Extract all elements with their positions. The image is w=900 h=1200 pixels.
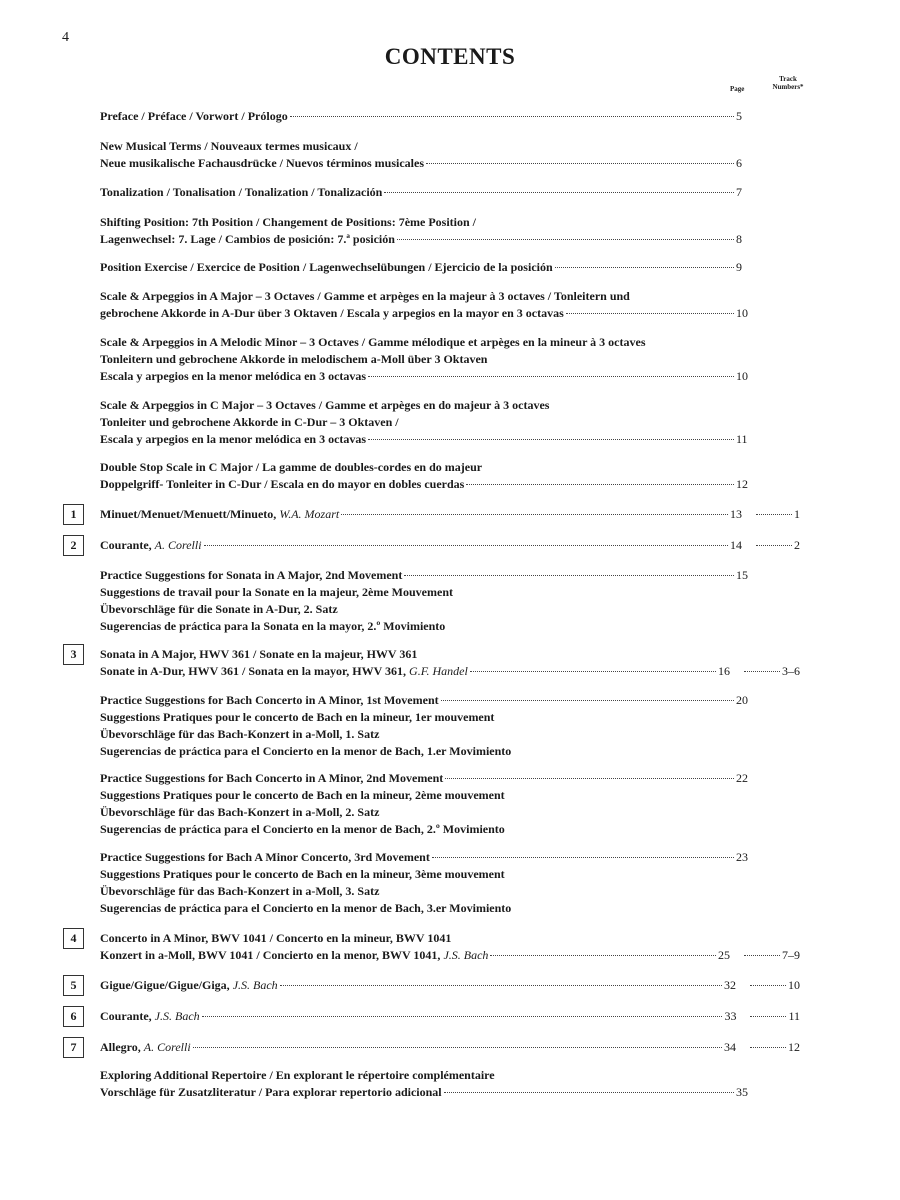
contents-entry xyxy=(100,397,800,448)
contents-entry xyxy=(100,692,800,760)
page-ref: 9 xyxy=(736,260,742,274)
entry-title: Übevorschläge für das Bach-Konzert in a-Moll, 3. Satz xyxy=(100,884,380,898)
entry-title: Sonata in A Major, HWV 361 / Sonate en la majeur, HWV 361 xyxy=(100,647,418,661)
entry-line xyxy=(100,692,800,709)
dot-leader xyxy=(756,545,792,546)
entry-title: Concerto in A Minor, BWV 1041 / Concerto en la mineur, BWV 1041 xyxy=(100,931,452,945)
entry-title: Practice Suggestions for Bach Concerto in A Minor, 2nd Movement xyxy=(100,771,444,785)
page-number: 4 xyxy=(62,30,69,45)
entry-line xyxy=(100,138,800,155)
composer-name: J.S. Bach xyxy=(443,948,489,962)
entry-title: Sugerencias de práctica para el Concierto en la menor de Bach, 3.er Movimiento xyxy=(100,901,512,915)
entry-line xyxy=(100,770,800,787)
dot-leader xyxy=(193,1047,722,1048)
entry-title: Allegro, A. Corelli xyxy=(100,1040,191,1054)
contents-entry xyxy=(100,459,800,493)
track-ref: 10 xyxy=(788,978,800,992)
page-ref: 6 xyxy=(736,156,742,170)
entry-line xyxy=(100,414,800,431)
entry-title: Scale & Arpeggios in C Major – 3 Octaves / Gamme et arpèges en do majeur à 3 octaves xyxy=(100,398,550,412)
entry-title: Suggestions Pratiques pour le concerto de Bach en la mineur, 2ème mouvement xyxy=(100,788,505,802)
entry-title: Vorschläge für Zusatzliteratur / Para explorar repertorio adicional xyxy=(100,1085,442,1099)
composer-name: A. Corelli xyxy=(143,1040,191,1054)
entry-title: Scale & Arpeggios in A Major – 3 Octaves / Gamme et arpèges en la majeur à 3 octaves / Tonleitern und xyxy=(100,289,630,303)
entry-title: Sugerencias de práctica para la Sonata en la mayor, 2.º Movimiento xyxy=(100,619,446,633)
contents-entry xyxy=(100,567,800,635)
contents-entry xyxy=(100,1008,800,1025)
entry-title: Practice Suggestions for Bach A Minor Concerto, 3rd Movement xyxy=(100,850,430,864)
entry-line xyxy=(100,351,800,368)
entry-line xyxy=(100,1039,800,1056)
track-ref: 2 xyxy=(794,538,800,552)
contents-entry xyxy=(100,259,800,276)
entry-line xyxy=(100,397,800,414)
page-ref: 12 xyxy=(736,477,748,491)
entry-line xyxy=(100,214,800,231)
page-ref: 8 xyxy=(736,232,742,246)
contents-entry xyxy=(100,506,800,523)
entry-line xyxy=(100,1084,800,1101)
page-ref: 7 xyxy=(736,185,742,199)
dot-leader xyxy=(555,267,734,268)
entry-title: Courante, A. Corelli xyxy=(100,538,202,552)
entry-title: Exploring Additional Repertoire / En explorant le répertoire complémentaire xyxy=(100,1068,495,1082)
track-box: 3 xyxy=(63,644,84,665)
dot-leader xyxy=(280,985,722,986)
page-ref: 25 xyxy=(718,948,730,962)
dot-leader xyxy=(397,239,734,240)
contents-entry xyxy=(100,288,800,322)
dot-leader xyxy=(466,484,734,485)
entry-title: Shifting Position: 7th Position / Changement de Positions: 7ème Position / xyxy=(100,215,477,229)
track-box: 1 xyxy=(63,504,84,525)
dot-leader xyxy=(432,857,734,858)
entry-title: Übevorschläge für das Bach-Konzert in a-Moll, 1. Satz xyxy=(100,727,380,741)
page-ref: 15 xyxy=(736,568,748,582)
dot-leader xyxy=(490,955,716,956)
entry-title: Scale & Arpeggios in A Melodic Minor – 3 Octaves / Gamme mélodique et arpèges en la mineur à 3 octaves xyxy=(100,335,646,349)
entry-line xyxy=(100,108,800,125)
dot-leader xyxy=(744,955,780,956)
entry-title: Practice Suggestions for Sonata in A Major, 2nd Movement xyxy=(100,568,403,582)
page-title: CONTENTS xyxy=(384,44,516,69)
page-ref: 22 xyxy=(736,771,748,785)
entry-title: Übevorschläge für die Sonate in A-Dur, 2. Satz xyxy=(100,602,338,616)
entry-title: Sonate in A-Dur, HWV 361 / Sonata en la mayor, HWV 361, G.F. Handel xyxy=(100,664,468,678)
contents-entry xyxy=(100,977,800,994)
entry-title: Sugerencias de práctica para el Concierto en la menor de Bach, 1.er Movimiento xyxy=(100,744,512,758)
entry-line xyxy=(100,646,800,663)
dot-leader xyxy=(750,1047,786,1048)
entry-title: gebrochene Akkorde in A-Dur über 3 Oktaven / Escala y arpegios en la mayor en 3 octavas xyxy=(100,306,564,320)
entry-line xyxy=(100,787,800,804)
entry-title: Konzert in a-Moll, BWV 1041 / Concierto en la menor, BWV 1041, J.S. Bach xyxy=(100,948,489,962)
dot-leader xyxy=(384,192,734,193)
page-column-header: Page xyxy=(730,85,745,93)
entry-line xyxy=(100,743,800,760)
entry-line xyxy=(100,900,800,917)
entry-line xyxy=(100,821,800,838)
entry-line xyxy=(100,1008,800,1025)
entry-line xyxy=(100,368,800,385)
entry-title: Tonleiter und gebrochene Akkorde in C-Dur – 3 Oktaven / xyxy=(100,415,399,429)
dot-leader xyxy=(341,514,728,515)
dot-leader xyxy=(444,1092,734,1093)
contents-entry xyxy=(100,334,800,385)
page-ref: 5 xyxy=(736,109,742,123)
dot-leader xyxy=(756,514,792,515)
entry-line xyxy=(100,726,800,743)
entry-line xyxy=(100,947,800,964)
composer-name: W.A. Mozart xyxy=(279,507,340,521)
entry-title: Minuet/Menuet/Menuett/Minueto, W.A. Mozart xyxy=(100,507,340,521)
entry-title: Tonleitern und gebrochene Akkorde in melodischem a-Moll über 3 Oktaven xyxy=(100,352,488,366)
entry-title: Doppelgriff- Tonleiter in C-Dur / Escala en do mayor en dobles cuerdas xyxy=(100,477,465,491)
track-column-header: Track Numbers* xyxy=(772,75,804,91)
entry-line xyxy=(100,849,800,866)
composer-name: J.S. Bach xyxy=(232,978,278,992)
track-ref: 12 xyxy=(788,1040,800,1054)
entry-line xyxy=(100,567,800,584)
dot-leader xyxy=(750,1016,786,1017)
dot-leader xyxy=(750,985,786,986)
dot-leader xyxy=(368,376,734,377)
entry-line xyxy=(100,431,800,448)
dot-leader xyxy=(470,671,716,672)
entry-line xyxy=(100,866,800,883)
entry-line xyxy=(100,709,800,726)
entry-line xyxy=(100,883,800,900)
composer-name: G.F. Handel xyxy=(409,664,468,678)
entry-line xyxy=(100,663,800,680)
track-ref: 11 xyxy=(788,1009,800,1023)
contents-entry xyxy=(100,138,800,172)
page-ref: 33 xyxy=(724,1009,737,1023)
track-ref: 7–9 xyxy=(782,948,800,962)
entry-line xyxy=(100,305,800,322)
contents-entry xyxy=(100,537,800,554)
entry-title: Escala y arpegios en la menor melódica en 3 octavas xyxy=(100,369,367,383)
entry-title: Practice Suggestions for Bach Concerto in A Minor, 1st Movement xyxy=(100,693,439,707)
entry-title: New Musical Terms / Nouveaux termes musicaux / xyxy=(100,139,358,153)
track-ref: 1 xyxy=(794,507,800,521)
entry-title: Suggestions Pratiques pour le concerto de Bach en la mineur, 1er mouvement xyxy=(100,710,495,724)
page-ref: 10 xyxy=(736,306,748,320)
entry-line xyxy=(100,476,800,493)
entry-title: Escala y arpegios en la menor melódica en 3 octavas xyxy=(100,432,367,446)
entry-line xyxy=(100,506,800,523)
page-ref: 16 xyxy=(718,664,730,678)
entry-title: Übevorschläge für das Bach-Konzert in a-Moll, 2. Satz xyxy=(100,805,380,819)
contents-entry xyxy=(100,1067,800,1101)
page-ref: 10 xyxy=(736,369,748,383)
entry-line xyxy=(100,334,800,351)
page-ref: 20 xyxy=(736,693,748,707)
entry-title: Lagenwechsel: 7. Lage / Cambios de posición: 7.ª posición xyxy=(100,232,395,246)
contents-entry xyxy=(100,184,800,201)
page-ref: 34 xyxy=(724,1040,736,1054)
entry-title: Preface / Préface / Vorwort / Prólogo xyxy=(100,109,288,123)
entry-title: Double Stop Scale in C Major / La gamme de doubles-cordes en do majeur xyxy=(100,460,483,474)
track-box: 6 xyxy=(63,1006,84,1027)
entry-line xyxy=(100,977,800,994)
entry-line xyxy=(100,288,800,305)
dot-leader xyxy=(744,671,780,672)
entry-line xyxy=(100,231,800,248)
contents-entry xyxy=(100,214,800,248)
page-ref: 32 xyxy=(724,978,736,992)
contents-entry xyxy=(100,646,800,680)
contents-entry xyxy=(100,849,800,917)
composer-name: J.S. Bach xyxy=(154,1009,200,1023)
entry-title: Suggestions Pratiques pour le concerto de Bach en la mineur, 3ème mouvement xyxy=(100,867,505,881)
page-ref: 14 xyxy=(730,538,742,552)
entry-title: Gigue/Gigue/Gigue/Giga, J.S. Bach xyxy=(100,978,278,992)
dot-leader xyxy=(204,545,728,546)
entry-line xyxy=(100,601,800,618)
page-ref: 13 xyxy=(730,507,742,521)
entry-line xyxy=(100,155,800,172)
entry-line xyxy=(100,184,800,201)
page-ref: 11 xyxy=(736,432,748,446)
entry-line xyxy=(100,537,800,554)
dot-leader xyxy=(368,439,734,440)
entry-title: Tonalization / Tonalisation / Tonalization / Tonalización xyxy=(100,185,383,199)
contents-entry xyxy=(100,770,800,838)
entry-line xyxy=(100,1067,800,1084)
dot-leader xyxy=(202,1016,723,1017)
dot-leader xyxy=(566,313,734,314)
entry-title: Sugerencias de práctica para el Concierto en la menor de Bach, 2.º Movimiento xyxy=(100,822,505,836)
track-box: 2 xyxy=(63,535,84,556)
dot-leader xyxy=(404,575,734,576)
dot-leader xyxy=(290,116,734,117)
entry-title: Neue musikalische Fachausdrücke / Nuevos términos musicales xyxy=(100,156,424,170)
entry-title: Position Exercise / Exercice de Position / Lagenwechselübungen / Ejercicio de la posición xyxy=(100,260,553,274)
page-ref: 35 xyxy=(736,1085,748,1099)
contents-entry xyxy=(100,1039,800,1056)
entry-title: Courante, J.S. Bach xyxy=(100,1009,200,1023)
dot-leader xyxy=(445,778,734,779)
track-box: 7 xyxy=(63,1037,84,1058)
dot-leader xyxy=(441,700,734,701)
entry-line xyxy=(100,618,800,635)
track-box: 5 xyxy=(63,975,84,996)
entry-line xyxy=(100,459,800,476)
track-ref: 3–6 xyxy=(782,664,800,678)
dot-leader xyxy=(426,163,734,164)
entry-title: Suggestions de travail pour la Sonate en la majeur, 2ème Mouvement xyxy=(100,585,453,599)
page-ref: 23 xyxy=(736,850,748,864)
entry-line xyxy=(100,930,800,947)
entry-line xyxy=(100,804,800,821)
entry-line xyxy=(100,259,800,276)
composer-name: A. Corelli xyxy=(154,538,202,552)
contents-entry xyxy=(100,930,800,964)
entry-line xyxy=(100,584,800,601)
contents-entry xyxy=(100,108,800,125)
track-box: 4 xyxy=(63,928,84,949)
